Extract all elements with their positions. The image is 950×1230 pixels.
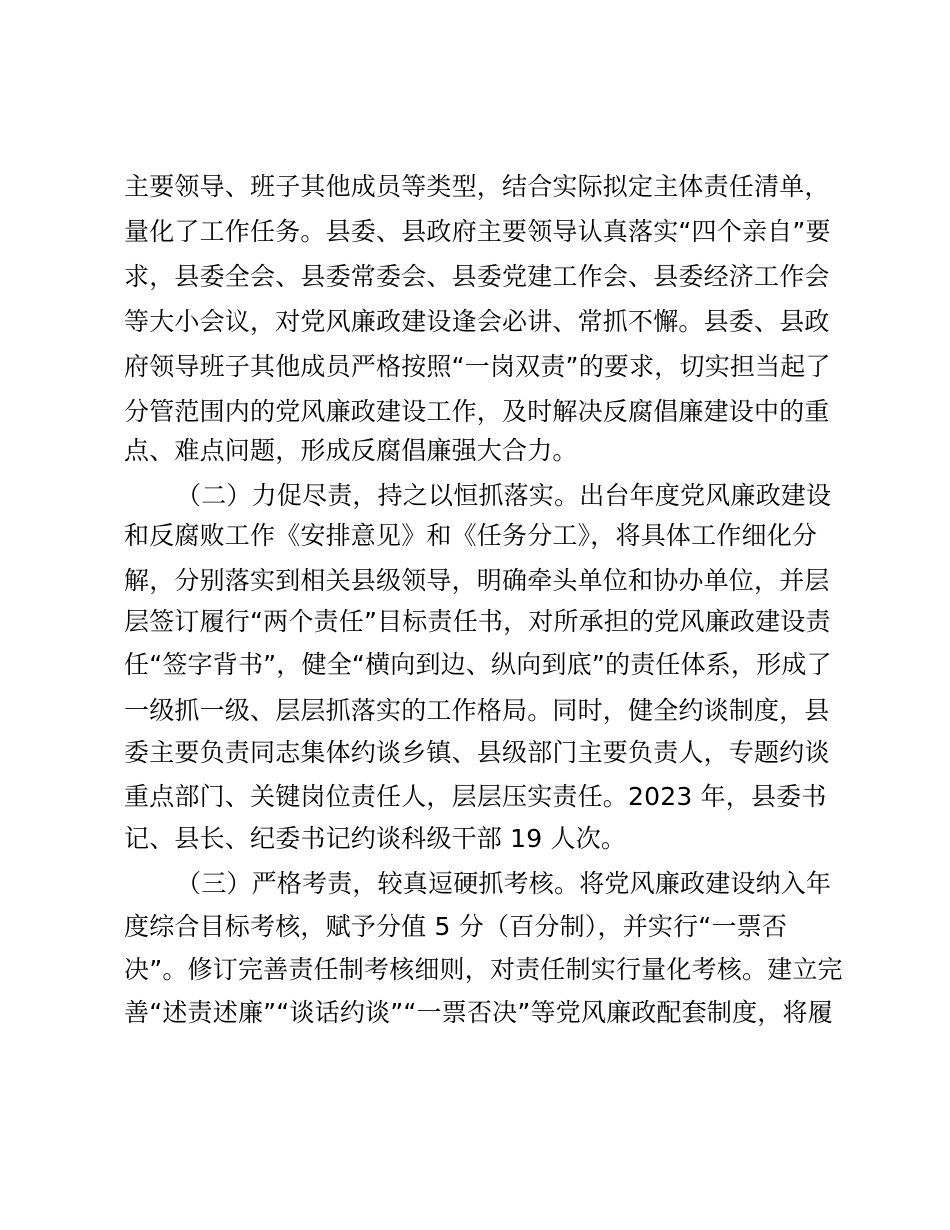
body-text-line: 解，分别落实到相关县级领导，明确牵头单位和协办单位，并层 [124,566,830,595]
body-text-line: 分管范围内的党风廉政建设工作，及时解决反腐倡廉建设中的重 [124,397,830,426]
body-text-line: 一级抓一级、层层抓落实的工作格局。同时，健全约谈制度，县 [124,696,830,725]
body-text-line: 等大小会议，对党风廉政建设逢会必讲、常抓不懈。县委、县政 [124,307,830,336]
body-text-line: 委主要负责同志集体约谈乡镇、县级部门主要负责人，专题约谈 [124,738,830,767]
body-text-line: 善“述责述廉”“谈话约谈”“一票否决”等党风廉政配套制度，将履 [124,998,833,1027]
body-text-line: 量化了工作任务。县委、县政府主要领导认真落实“四个亲自”要 [124,217,831,246]
body-text-line: 决”。修订完善责任制考核细则，对责任制实行量化考核。建立完 [124,955,843,984]
body-text-line: 点、难点问题，形成反腐倡廉强大合力。 [124,436,578,465]
body-text-line: 度综合目标考核，赋予分值 5 分（百分制），并实行“一票否 [124,912,788,941]
body-text-line: 求，县委全会、县委常委会、县委党建工作会、县委经济工作会 [124,262,830,291]
section-heading-line: （三）严格考责，较真逗硬抓考核。将党风廉政建设纳入年 [176,869,832,898]
body-text-line: 和反腐败工作《安排意见》和《任务分工》，将具体工作细化分 [124,521,818,550]
body-text-line: 主要领导、班子其他成员等类型，结合实际拟定主体责任清单， [124,172,830,201]
body-text-line: 记、县长、纪委书记约谈科级干部 19 人次。 [124,824,627,853]
body-text-line: 层签订履行“两个责任”目标责任书，对所承担的党风廉政建设责 [124,607,831,636]
body-text-line: 任“签字背书”，健全“横向到边、纵向到底”的责任体系，形成了 [124,650,832,679]
section-heading-line: （二）力促尽责，持之以恒抓落实。出台年度党风廉政建设 [176,481,832,510]
body-text-line: 府领导班子其他成员严格按照“一岗双责”的要求，切实担当起了 [124,352,831,381]
body-text-line: 重点部门、关键岗位责任人，层层压实责任。2023 年，县委书 [124,782,827,811]
